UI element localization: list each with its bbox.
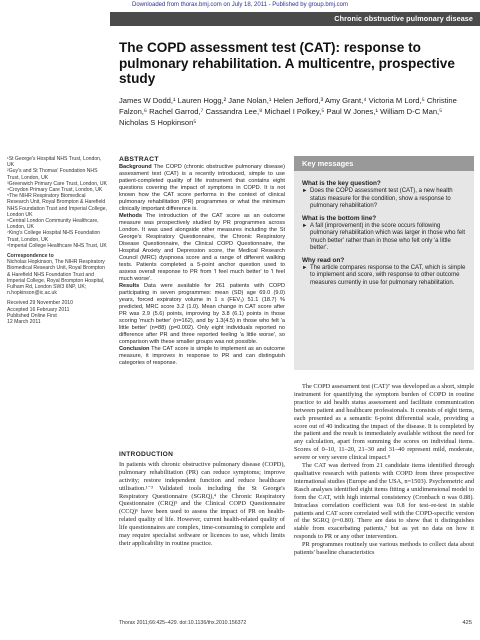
affiliation: ⁵The NIHR Respiratory Biomedical Research Unit, Royal Brompton & Harefield NHS Foundation Trust and Imperial College, London UK	[7, 193, 107, 218]
received-date: Received 29 November 2010	[7, 300, 73, 307]
background-label: Background	[119, 164, 152, 171]
arrow-bullet-icon: ►	[302, 265, 308, 272]
key-answer-text: A fall (improvement) in the score occurs following pulmonary rehabilitation which was larger in those who felt 'much better' rather than in those who felt only 'a little better'.	[310, 223, 466, 252]
published-date: 12 March 2011	[7, 319, 41, 326]
affiliation: ¹St George's Hospital NHS Trust, London, UK	[7, 156, 102, 169]
key-question: What is the bottom line?	[302, 214, 377, 222]
affiliation: ⁶Central London Community Healthcare, London, UK	[7, 218, 99, 231]
arrow-bullet-icon: ►	[302, 188, 308, 195]
citation-footer: Thorax 2011;66:425–429. doi:10.1136/thx.2010.156372	[119, 620, 247, 626]
body-text-right	[294, 383, 474, 557]
affiliation: ³Greenwich Primary Care Trust, London, UK	[7, 180, 107, 187]
body-paragraph: The CAT was derived from 21 candidate items identified through qualitative research with patients with COPD from three prospective international studies (Europe and the USA, n=1503). Psychometric and Rasch analyses identified eight items fitting a unidimensional model to form the CAT, with high internal consistency (Cronbach α was 0.88). Intraclass correlation coefficient was 0.8 for test–re-test in stable patients and CAT score correlated well with the COPD-specific version of the SGRQ (r=0.80). There are data to show that it distinguishes stable from exacerbating patients,⁷ but as yet no data on how it responds to PR or any other intervention.	[294, 462, 474, 541]
published-label: Published Online First	[7, 312, 57, 319]
introduction-section	[119, 451, 285, 548]
abstract-methods	[119, 213, 285, 283]
background-text: The COPD (chronic obstructive pulmonary disease) assessment test (CAT) is a recently introduced, simple to use patient-completed quality of life instrument that contains eight questions covering the impact of symptoms in COPD. It is not known how the CAT score performs in the context of clinical pulmonary rehabilitation (PR) programmes or what the minimum clinically important difference is.	[119, 164, 285, 213]
key-answer	[302, 188, 466, 210]
abstract-heading: ABSTRACT	[119, 156, 159, 163]
key-answer	[302, 265, 466, 287]
abstract-conclusion	[119, 346, 285, 367]
key-messages-heading: Key messages	[294, 156, 474, 171]
article-dates	[7, 300, 107, 325]
key-answer-text: Does the COPD assessment test (CAT), a new health status measure for the condition, show a response to pulmonary rehabilitation?	[310, 188, 453, 210]
affiliations-column	[7, 156, 107, 325]
download-notice[interactable]: Downloaded from thorax.bmj.com on July 18, 2011 - Published by group.bmj.com	[132, 2, 348, 8]
abstract-background	[119, 164, 285, 213]
conclusion-text: The CAT score is simple to implement as an outcome measure, it improves in response to PR and can distinguish categories of response.	[119, 346, 285, 367]
abstract-results	[119, 283, 285, 346]
page-number: 425	[462, 620, 472, 626]
affiliation: ⁸Imperial College Healthcare NHS Trust, UK	[7, 242, 107, 249]
article-title: The COPD assessment test (CAT): response to pulmonary rehabilitation. A multicentre, prospective study	[119, 40, 455, 87]
key-messages-box	[294, 156, 474, 370]
affiliation: ⁷King's College Hospital NHS Foundation Trust, London, UK	[7, 230, 101, 243]
body-paragraph: The COPD assessment test (CAT)⁷ was developed as a short, simple instrument for quantifying the symptom burden of COPD in routine practice to aid health status assessment and facilitate communication between patient and healthcare professionals. It consists of eight items, each presented as a semantic 6-point differential scale, providing a score out of 40 indicating the impact of the disease. It is completed by the patient and the result is immediately available without the need for any calculation, apart from summing the scores on individual items. Scores of 0–10, 11–20, 21–30 and 31–40 represent mild, moderate, severe or very severe clinical impact.⁸	[294, 383, 475, 462]
methods-text: The introduction of the CAT score as an outcome measure was prospectively studied by PR programmes across London. It was used alongside other measures including the St George's Respiratory Questionnaire, the Chronic Respiratory Disease Questionnaire, the Clinical COPD Questionnaire, the Hospital Anxiety and Depression score, the Medical Research Council (MRC) dyspnoea score and a range of different walking tests. Patients completed a 5-point anchor question used to assess overall response to PR from 'I feel much better' to 'I feel much worse'.	[119, 213, 285, 283]
results-text: Data were available for 261 patients with COPD participating in seven programmes: mean (SD) age 69.0 (9.0) years, forced expiratory volume in 1 s (FEV₁) 51.1 (18.7) % predicted, MRC score 3.2 (1.0). Mean change in CAT score after PR was 2.9 (5.6) points, improving by 3.8 (6.1) points in those scoring 'much better' (n=162), and by 1.3(4.5) in those who felt 'a little better' (n=88) (p=0.002). Only eight individuals reported no difference after PR and three reported feeling 'a little worse', so comparison with these smaller groups was not possible.	[119, 283, 285, 346]
correspondence-address[interactable]: Nicholas Hopkinson, The NIHR Respiratory Biomedical Research Unit, Royal Brompton & Harefield NHS Foundation Trust and Imperial College, Royal Brompton Hospital, Fulham Rd, London SW3 6NP, UK; n.hopkinson@ic.ac.uk	[7, 259, 105, 297]
methods-label: Methods	[119, 213, 142, 220]
conclusion-label: Conclusion	[119, 346, 150, 353]
key-question: Why read on?	[302, 256, 345, 264]
introduction-heading: INTRODUCTION	[119, 451, 174, 458]
correspondence-heading: Correspondence to	[7, 253, 54, 260]
results-label: Results	[119, 283, 140, 290]
key-answer-text: The article compares response to the CAT, which is simple to implement and score, with response to other outcome measures currently in use for pulmonary rehabilitation.	[310, 265, 466, 286]
abstract	[119, 156, 285, 367]
affiliation: ²Guy's and St Thomas' Foundation NHS Trust, London, UK	[7, 168, 98, 181]
key-answer	[302, 223, 466, 253]
introduction-text: In patients with chronic obstructive pulmonary disease (COPD), pulmonary rehabilitation (PR) can reduce symptoms; improve activity; restore independent function and reduce healthcare utilisation.¹⁻³ Validated tools including the St George's Respiratory Questionnaire (SGRQ),⁴ the Chronic Respiratory Questionnaire (CRQ)⁵ and the Clinical COPD Questionnaire (CCQ)⁶ have been used to assess the impact of PR on health-related quality of life. However, current health-related quality of life questionnaires are complex, time-consuming to complete and may require specialist software or licences to use, which limits their applicability in routine practice.	[119, 460, 285, 547]
affiliation: ⁴Croydon Primary Care Trust, London, UK	[7, 187, 103, 194]
body-paragraph: PR programmes routinely use various methods to collect data about patients' baseline characteristics	[294, 541, 474, 557]
key-question: What is the key question?	[302, 180, 381, 187]
author-list: James W Dodd,¹ Lauren Hogg,² Jane Nolan,¹ Helen Jefford,³ Amy Grant,⁴ Victoria M Lord,⁵ Christine Falzon,⁶ Rachel Garrod,⁷ Cassandra Lee,⁸ Michael I Polkey,⁵ Paul W Jones,¹ William D-C Man,⁵ Nicholas S Hopkinson⁵	[119, 96, 457, 128]
section-header: Chronic obstructive pulmonary disease	[110, 12, 480, 26]
accepted-date: Accepted 16 February 2011	[7, 306, 70, 313]
arrow-bullet-icon: ►	[302, 223, 308, 230]
